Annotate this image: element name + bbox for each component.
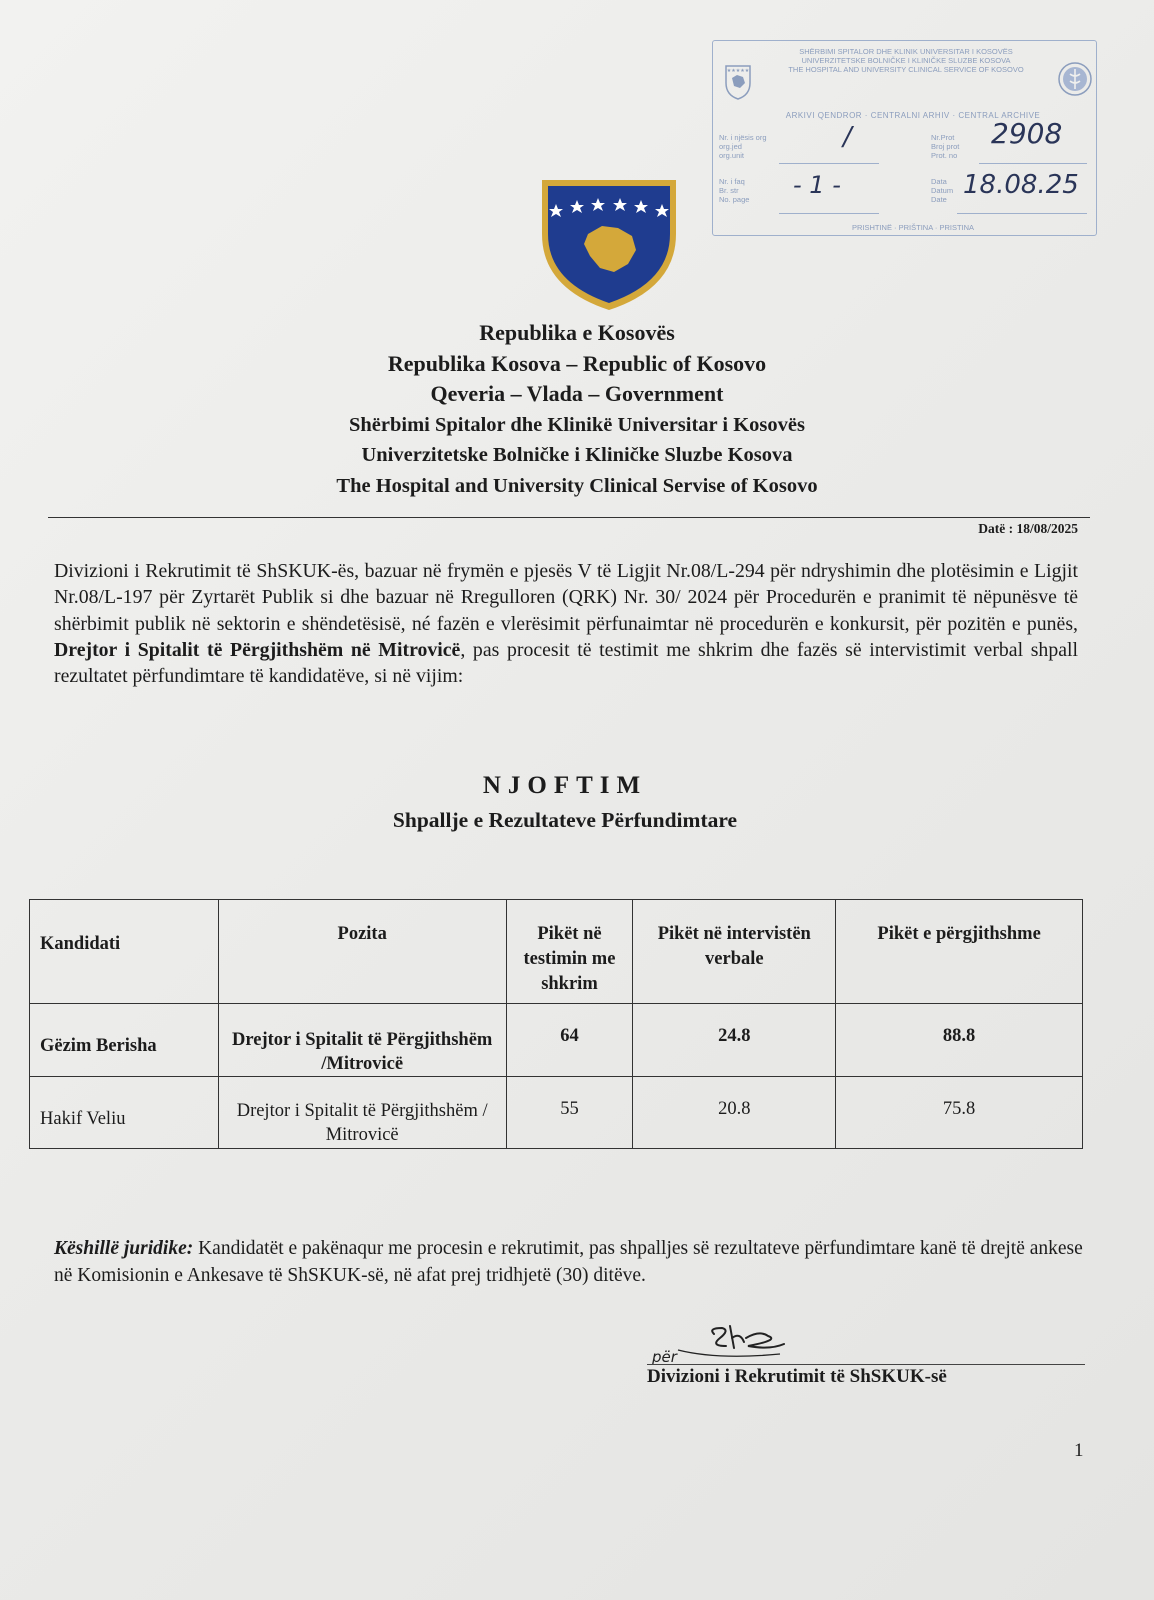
column-header-position: Pozita bbox=[218, 900, 506, 1004]
stamp-unit-value: / bbox=[843, 122, 852, 152]
label-line: org.jed bbox=[719, 142, 742, 151]
header-divider bbox=[48, 517, 1090, 518]
intro-paragraph bbox=[54, 558, 1078, 689]
column-header-candidate: Kandidati bbox=[30, 900, 219, 1004]
intro-text: Divizioni i Rekrutimit të ShSKUK-ës, bazuar në frymën e pjesës V të Ligjit Nr.08/L-294 për ndryshimin dhe plotësimin e Ligjit Nr.08/L-197 për Zyrtarët Publik si dhe bazuar në Rregulloren (QRK) Nr. 30/ 2024 për Procedurën e pranimit të nëpunësve të shërbimit publik në sektorin e shëndetësisë, né fazën e vlerësimit përfunaimtar në procedurën e konkursit, për pozitën e punës, bbox=[54, 560, 1078, 635]
stamp-date-value: 18.08.25 bbox=[963, 170, 1079, 200]
stamp-page-label bbox=[719, 177, 749, 204]
stamp-header-line: SHËRBIMI SPITALOR DHE KLINIK UNIVERSITAR I KOSOVËS bbox=[799, 47, 1013, 56]
archive-stamp bbox=[712, 40, 1097, 236]
stamp-line bbox=[779, 213, 879, 214]
header-line-republic: Republika e Kosovës bbox=[479, 320, 675, 345]
stamp-prot-label bbox=[931, 133, 959, 160]
stamp-header-line: THE HOSPITAL AND UNIVERSITY CLINICAL SERVICE OF KOSOVO bbox=[788, 65, 1024, 74]
handwritten-signature bbox=[648, 1320, 788, 1366]
column-header-interview: Pikët në intervistën verbale bbox=[633, 900, 836, 1004]
label-line: Nr. i faq bbox=[719, 177, 745, 186]
stamp-archive-line: ARKIVI QENDROR · CENTRALNI ARHIV · CENTRAL ARCHIVE bbox=[785, 111, 1041, 120]
header-line-government: Qeveria – Vlada – Government bbox=[430, 381, 724, 406]
header-line-service-en: The Hospital and University Clinical Servise of Kosovo bbox=[336, 474, 818, 497]
document-header bbox=[0, 318, 1154, 501]
cell-candidate-name: Gëzim Berisha bbox=[30, 1004, 219, 1077]
stamp-header-line: UNIVERZITETSKE BOLNIČKE I KLINIČKE SLUZBE KOSOVA bbox=[801, 56, 1011, 65]
table-row bbox=[30, 1004, 1083, 1077]
label-line: Broj prot bbox=[931, 142, 960, 151]
stamp-header bbox=[761, 47, 1051, 74]
legal-advice-text: Kandidatët e pakënaqur me procesin e rekrutimit, pas shpalljes së rezultateve përfundimtare kanë të drejtë ankese në Komisionin e Ankesave të ShSKUK-së, në afat prej tridhjetë (30) ditëve. bbox=[54, 1238, 1083, 1286]
cell-written-score: 64 bbox=[506, 1004, 633, 1077]
stamp-unit-label bbox=[719, 133, 767, 160]
stamp-footer: PRISHTINË · PRIŠTINA · PRISTINA bbox=[851, 223, 975, 232]
stamp-prot-value: 2908 bbox=[991, 117, 1063, 150]
kosovo-emblem-small-icon bbox=[723, 63, 753, 101]
label-line: Date bbox=[931, 195, 947, 204]
cell-total-score: 75.8 bbox=[836, 1077, 1083, 1149]
medical-caduceus-icon bbox=[1057, 61, 1093, 97]
notice-title: NJOFTIM bbox=[482, 772, 648, 799]
stamp-line bbox=[979, 163, 1087, 164]
label-line: Prot. no bbox=[931, 151, 958, 160]
legal-advice-label: Këshillë juridike: bbox=[54, 1238, 194, 1259]
label-line: Nr.Prot bbox=[931, 133, 955, 142]
signature-label: Divizioni i Rekrutimit të ShSKUK-së bbox=[647, 1366, 947, 1387]
cell-position: Drejtor i Spitalit të Përgjithshëm / Mitrovicë bbox=[218, 1077, 506, 1149]
cell-written-score: 55 bbox=[506, 1077, 633, 1149]
label-line: No. page bbox=[719, 195, 750, 204]
cell-candidate-name: Hakif Veliu bbox=[30, 1077, 219, 1149]
label-line: Br. str bbox=[719, 186, 739, 195]
cell-interview-score: 24.8 bbox=[633, 1004, 836, 1077]
page-number: 1 bbox=[1074, 1440, 1084, 1461]
table-row bbox=[30, 1077, 1083, 1149]
header-line-service-sq: Shërbimi Spitalor dhe Klinikë Universitar i Kosovës bbox=[349, 413, 805, 436]
signature-prefix: për bbox=[652, 1348, 677, 1366]
stamp-page-value: - 1 - bbox=[793, 171, 841, 199]
stamp-line bbox=[779, 163, 879, 164]
signature-line bbox=[647, 1364, 1085, 1365]
label-line: Data bbox=[931, 177, 947, 186]
label-line: org.unit bbox=[719, 151, 745, 160]
column-header-written: Pikët në testimin me shkrim bbox=[506, 900, 633, 1004]
cell-position: Drejtor i Spitalit të Përgjithshëm /Mitrovicë bbox=[218, 1004, 506, 1077]
cell-interview-score: 20.8 bbox=[633, 1077, 836, 1149]
cell-total-score: 88.8 bbox=[836, 1004, 1083, 1077]
column-header-total: Pikët e përgjithshme bbox=[836, 900, 1083, 1004]
header-line-service-sr: Univerzitetske Bolničke i Kliničke Sluzbe Kosova bbox=[361, 444, 793, 466]
kosovo-coat-of-arms-icon bbox=[536, 176, 682, 312]
label-line: Datum bbox=[931, 186, 954, 195]
intro-position: Drejtor i Spitalit të Përgjithshëm në Mitrovicë bbox=[54, 638, 461, 661]
svg-text:★★★★★: ★★★★★ bbox=[726, 68, 750, 74]
stamp-line bbox=[957, 213, 1087, 214]
label-line: Nr. i njësis org bbox=[719, 133, 767, 142]
document-date: Datë : 18/08/2025 bbox=[978, 521, 1078, 536]
intro-text-end: , pas procesit të testimit me shkrim dhe fazës së intervistimit verbal shpall rezultatet përfundimtare të kandidatëve, si në vijim: bbox=[54, 638, 1078, 688]
header-line-republic-multilang: Republika Kosova – Republic of Kosovo bbox=[387, 350, 767, 376]
table-header-row bbox=[30, 900, 1083, 1004]
stamp-date-label bbox=[931, 177, 953, 204]
results-table bbox=[29, 899, 1083, 1149]
notice-subtitle: Shpallje e Rezultateve Përfundimtare bbox=[392, 808, 738, 832]
legal-advice bbox=[54, 1235, 1094, 1289]
